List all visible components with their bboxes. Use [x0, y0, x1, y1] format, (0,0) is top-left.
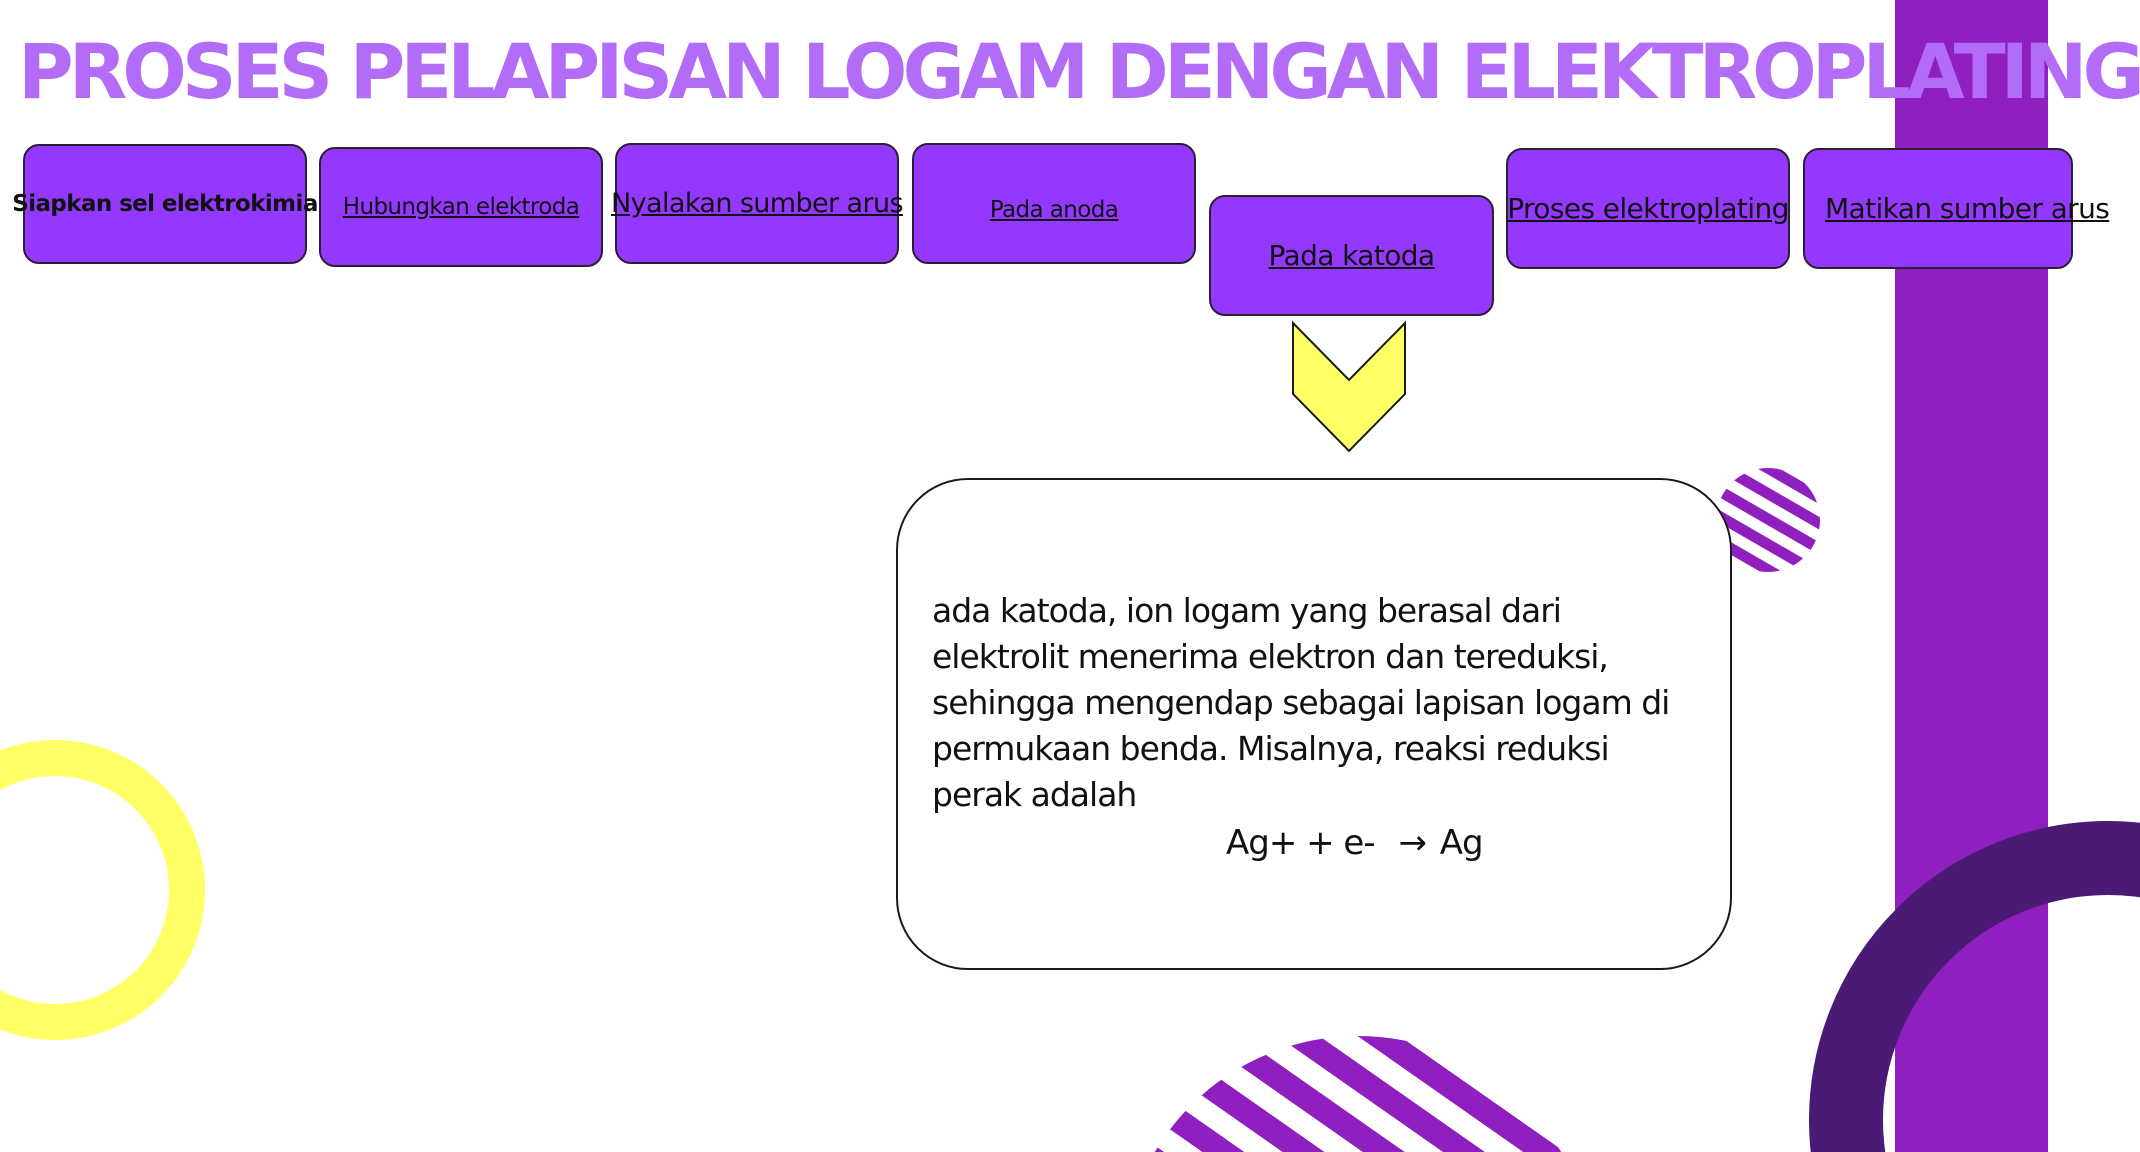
formula-product: Ag	[1439, 823, 1483, 863]
striped-circle-decoration-large	[1110, 1030, 1610, 1152]
step-nyalakan-sumber-arus[interactable]	[611, 143, 903, 264]
reaction-formula	[1226, 820, 1483, 866]
step-label: Hubungkan elektroda	[342, 194, 580, 220]
step-siapkan-sel-elektrokimia[interactable]	[12, 144, 318, 264]
detail-text: ada katoda, ion logam yang berasal dari elektrolit menerima elektron dan tereduksi, sehingga mengendap sebagai lapisan logam di permukaan benda. Misalnya, reaksi reduksi perak adalah	[932, 591, 1670, 814]
formula-arrow: →	[1398, 823, 1426, 863]
step-label: Pada katoda	[1268, 239, 1435, 272]
step-proses-elektroplating[interactable]	[1506, 148, 1790, 269]
ring-decoration-yellow	[0, 758, 187, 1022]
step-label: Siapkan sel elektrokimia	[12, 191, 318, 217]
detail-card	[896, 478, 1732, 970]
step-label: Proses elektroplating	[1507, 192, 1789, 225]
step-pada-anoda[interactable]	[912, 143, 1196, 264]
step-matikan-sumber-arus[interactable]	[1803, 148, 2110, 269]
step-label: Nyalakan sumber arus	[611, 188, 903, 219]
step-label: Matikan sumber arus	[1825, 192, 2110, 225]
step-pada-katoda[interactable]	[1209, 195, 1494, 316]
chevron-down-icon	[1290, 320, 1408, 452]
step-hubungkan-elektroda[interactable]	[319, 147, 603, 267]
formula-reactants: Ag+ + e-	[1226, 823, 1375, 863]
step-label: Pada anoda	[989, 196, 1119, 223]
slide-title: PROSES PELAPISAN LOGAM DENGAN ELEKTROPLATING	[18, 27, 2140, 116]
